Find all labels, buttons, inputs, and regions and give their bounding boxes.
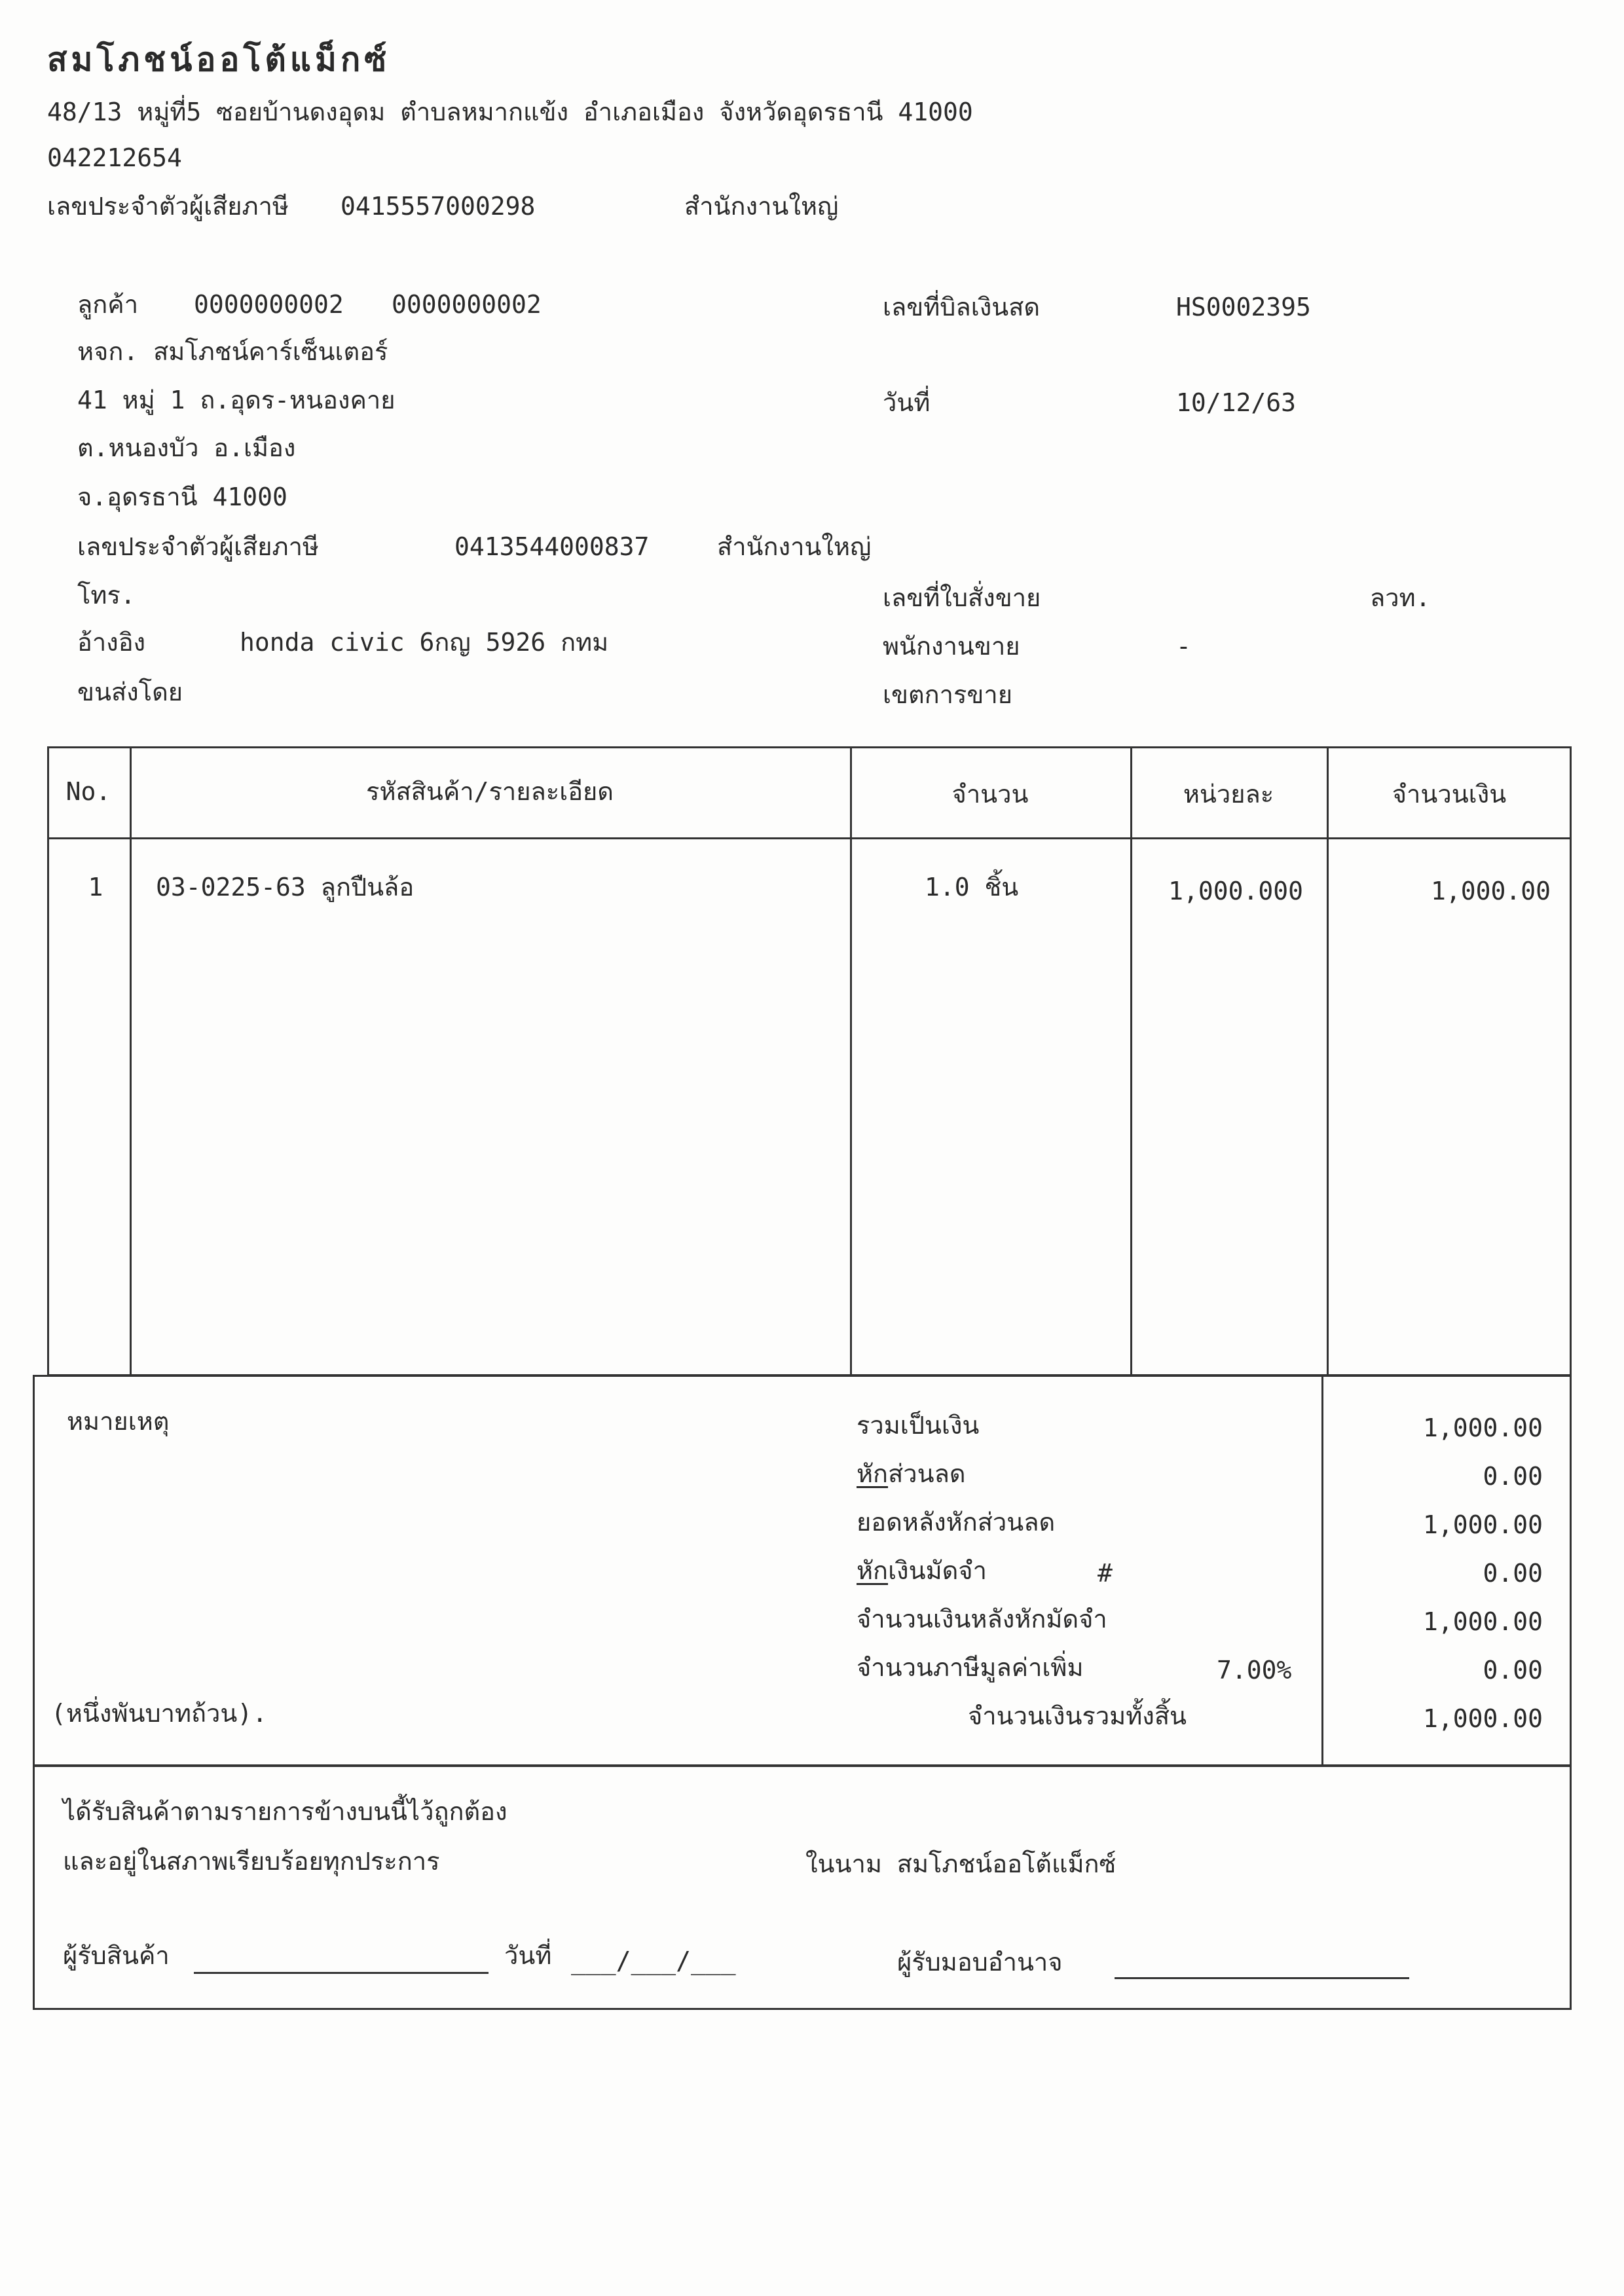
receiver-label: ผู้รับสินค้า bbox=[63, 1941, 170, 1970]
header-amount: จำนวนเงิน bbox=[1392, 780, 1507, 809]
after-discount-value: 1,000.00 bbox=[1422, 1510, 1543, 1539]
bill-number-label: เลขที่บิลเงินสด bbox=[883, 293, 1041, 321]
col-divider-1 bbox=[130, 746, 132, 1376]
amount-in-words: (หนึ่งพันบาทถ้วน). bbox=[51, 1699, 268, 1728]
summary-amount-divider bbox=[1321, 1375, 1323, 1766]
row-1-quantity: 1.0 ชิ้น bbox=[925, 873, 1019, 902]
row-1-no: 1 bbox=[88, 873, 103, 902]
customer-address-line-2: ต.หนองบัว อ.เมือง bbox=[77, 433, 296, 462]
reference-value: honda civic 6กญ 5926 กทม bbox=[240, 628, 609, 657]
col-divider-3 bbox=[1130, 746, 1132, 1376]
header-unit-price: หน่วยละ bbox=[1183, 780, 1274, 809]
sales-order-suffix: ลวท. bbox=[1370, 583, 1431, 612]
table-header-divider bbox=[47, 837, 1572, 839]
company-phone: 042212654 bbox=[47, 143, 182, 172]
reference-label: อ้างอิง bbox=[77, 628, 146, 657]
received-statement-line-1: ได้รับสินค้าตามรายการข้างบนนี้ไว้ถูกต้อง bbox=[63, 1797, 507, 1826]
company-branch: สำนักงานใหญ่ bbox=[684, 192, 839, 221]
salesperson-value: - bbox=[1176, 632, 1191, 661]
customer-phone-label: โทร. bbox=[77, 581, 136, 610]
grand-total-label: จำนวนเงินรวมทั้งสิ้น bbox=[968, 1702, 1187, 1730]
col-divider-2 bbox=[850, 746, 852, 1376]
col-divider-4 bbox=[1327, 746, 1329, 1376]
sales-area-label: เขตการขาย bbox=[883, 680, 1012, 709]
bill-date: 10/12/63 bbox=[1176, 388, 1297, 417]
customer-name: หจก. สมโภชน์คาร์เซ็นเตอร์ bbox=[77, 337, 388, 366]
header-no: No. bbox=[65, 777, 111, 806]
company-name: สมโภชน์ออโต้แม็กซ์ bbox=[47, 41, 391, 79]
customer-tax-id: 0413544000837 bbox=[454, 532, 650, 561]
row-1-description: 03-0225-63 ลูกปืนล้อ bbox=[156, 873, 415, 902]
header-quantity: จำนวน bbox=[951, 780, 1029, 809]
received-statement-line-2: และอยู่ในสภาพเรียบร้อยทุกประการ bbox=[63, 1847, 440, 1876]
salesperson-label: พนักงานขาย bbox=[883, 632, 1020, 661]
deposit-label bbox=[857, 1558, 987, 1583]
remark-label: หมายเหตุ bbox=[67, 1407, 170, 1436]
customer-code-1: 0000000002 bbox=[194, 290, 344, 319]
customer-tax-label: เลขประจำตัวผู้เสียภาษี bbox=[77, 532, 319, 561]
vat-rate: 7.00% bbox=[1217, 1656, 1292, 1685]
deposit-value: 0.00 bbox=[1483, 1559, 1543, 1588]
subtotal-value: 1,000.00 bbox=[1422, 1413, 1543, 1442]
authorized-label: ผู้รับมอบอำนาจ bbox=[897, 1948, 1063, 1977]
grand-total-value: 1,000.00 bbox=[1422, 1704, 1543, 1733]
row-1-unit-price: 1,000.000 bbox=[1168, 877, 1303, 905]
deposit-label-text: เงินมัดจำ bbox=[888, 1556, 987, 1585]
on-behalf-of: ในนาม สมโภชน์ออโต้แม็กซ์ bbox=[805, 1850, 1116, 1878]
sales-order-label: เลขที่ใบสั่งขาย bbox=[883, 583, 1041, 612]
company-address: 48/13 หมู่ที่5 ซอยบ้านดงอุดม ตำบลหมากแข้ง อำเภอเมือง จังหวัดอุดรธานี 41000 bbox=[47, 98, 973, 126]
bill-date-label: วันที่ bbox=[883, 388, 931, 417]
customer-address-line-3: จ.อุดรธานี 41000 bbox=[77, 483, 287, 511]
receiver-signature-line bbox=[194, 1972, 489, 1974]
company-tax-id: 0415557000298 bbox=[341, 192, 536, 221]
deposit-prefix: หัก bbox=[857, 1556, 889, 1585]
vat-value: 0.00 bbox=[1483, 1656, 1543, 1685]
after-deposit-value: 1,000.00 bbox=[1422, 1607, 1543, 1636]
receive-date-label: วันที่ bbox=[504, 1941, 552, 1970]
after-deposit-label: จำนวนเงินหลังหักมัดจำ bbox=[857, 1605, 1107, 1633]
discount-label bbox=[857, 1461, 966, 1486]
header-description: รหัสสินค้า/รายละเอียด bbox=[366, 777, 614, 806]
authorized-signature-line bbox=[1115, 1977, 1409, 1979]
customer-address-line-1: 41 หมู่ 1 ถ.อุดร-หนองคาย bbox=[77, 386, 396, 414]
deposit-hash: # bbox=[1098, 1559, 1113, 1588]
vat-label: จำนวนภาษีมูลค่าเพิ่ม bbox=[857, 1653, 1084, 1682]
company-tax-label: เลขประจำตัวผู้เสียภาษี bbox=[47, 192, 289, 221]
discount-value: 0.00 bbox=[1483, 1462, 1543, 1491]
row-1-amount: 1,000.00 bbox=[1430, 877, 1551, 905]
items-table bbox=[47, 746, 1572, 1376]
discount-label-text: ส่วนลด bbox=[888, 1459, 966, 1488]
customer-label: ลูกค้า bbox=[77, 290, 139, 319]
shipping-label: ขนส่งโดย bbox=[77, 678, 183, 706]
subtotal-label: รวมเป็นเงิน bbox=[857, 1411, 980, 1440]
discount-prefix: หัก bbox=[857, 1459, 889, 1488]
after-discount-label: ยอดหลังหักส่วนลด bbox=[857, 1508, 1056, 1537]
receive-date-slot: ___/___/___ bbox=[571, 1946, 736, 1975]
customer-code-2: 0000000002 bbox=[392, 290, 542, 319]
customer-branch: สำนักงานใหญ่ bbox=[717, 532, 872, 561]
bill-number: HS0002395 bbox=[1176, 293, 1311, 321]
